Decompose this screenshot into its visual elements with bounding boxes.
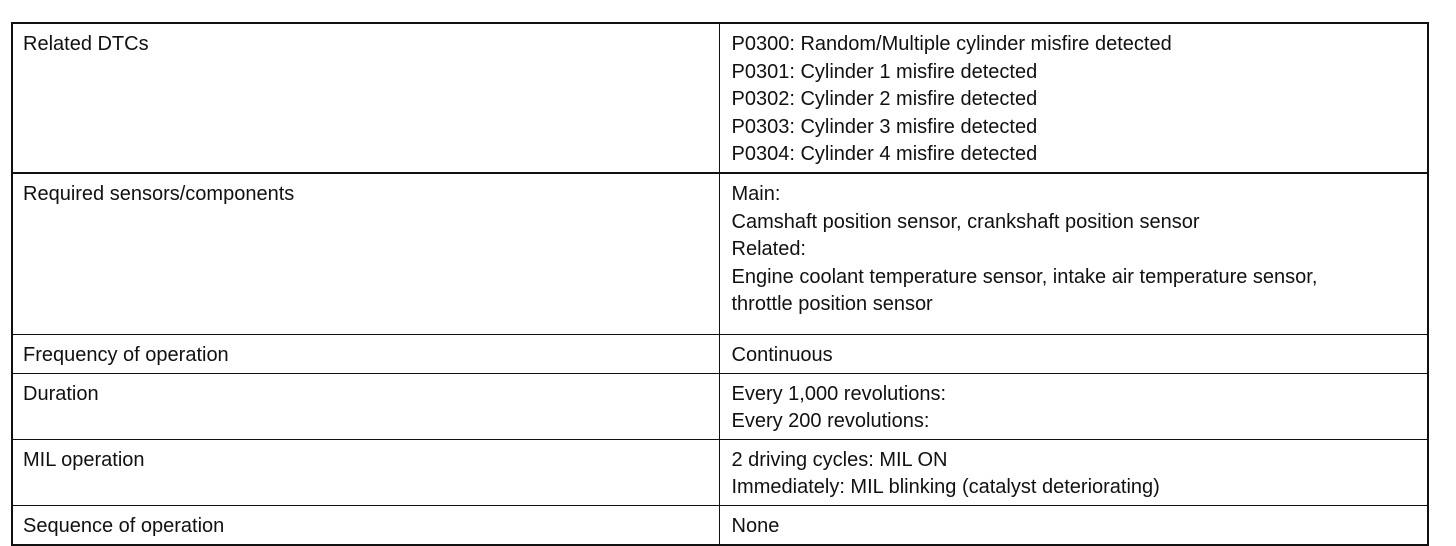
value-line: Camshaft position sensor, crankshaft position sensor — [731, 210, 1200, 233]
dtc-line: P0300: Random/Multiple cylinder misfire detected — [731, 33, 1172, 55]
value-line: Engine coolant temperature sensor, intake air temperature sensor, — [731, 265, 1318, 288]
dtc-line: P0304: Cylinder 4 misfire detected — [731, 143, 1038, 166]
table-row-related-dtcs — [12, 23, 1428, 173]
row-value — [719, 439, 1428, 505]
value-line: Every 1,000 revolutions: — [731, 382, 947, 405]
row-value — [719, 173, 1428, 335]
row-label: MIL operation — [12, 439, 719, 505]
value-line: None — [731, 514, 780, 537]
table-row-required-sensors — [12, 173, 1428, 335]
table-row-frequency — [12, 334, 1428, 373]
table-row-duration — [12, 373, 1428, 439]
monitor-spec-table — [11, 22, 1429, 546]
value-line: Every 200 revolutions: — [731, 410, 930, 433]
row-label: Required sensors/components — [12, 173, 719, 335]
dtc-line: P0302: Cylinder 2 misfire detected — [731, 88, 1038, 111]
value-line: throttle position sensor — [731, 293, 933, 316]
value-line: 2 driving cycles: MIL ON — [731, 448, 948, 471]
row-value — [719, 334, 1428, 373]
row-label: Frequency of operation — [12, 334, 719, 373]
row-label: Related DTCs — [12, 23, 719, 173]
dtc-line: P0301: Cylinder 1 misfire detected — [731, 60, 1038, 83]
value-line: Continuous — [731, 343, 833, 366]
row-label: Duration — [12, 373, 719, 439]
value-line: Main: — [731, 182, 781, 205]
table-row-mil-operation — [12, 439, 1428, 505]
dtc-line: P0303: Cylinder 3 misfire detected — [731, 115, 1038, 138]
row-value — [719, 505, 1428, 544]
table-row-sequence — [12, 505, 1428, 544]
row-label: Sequence of operation — [12, 505, 719, 544]
row-value — [719, 373, 1428, 439]
row-value — [719, 23, 1428, 173]
value-line: Immediately: MIL blinking (catalyst deteriorating) — [731, 476, 1160, 499]
value-line: Related: — [731, 238, 806, 261]
